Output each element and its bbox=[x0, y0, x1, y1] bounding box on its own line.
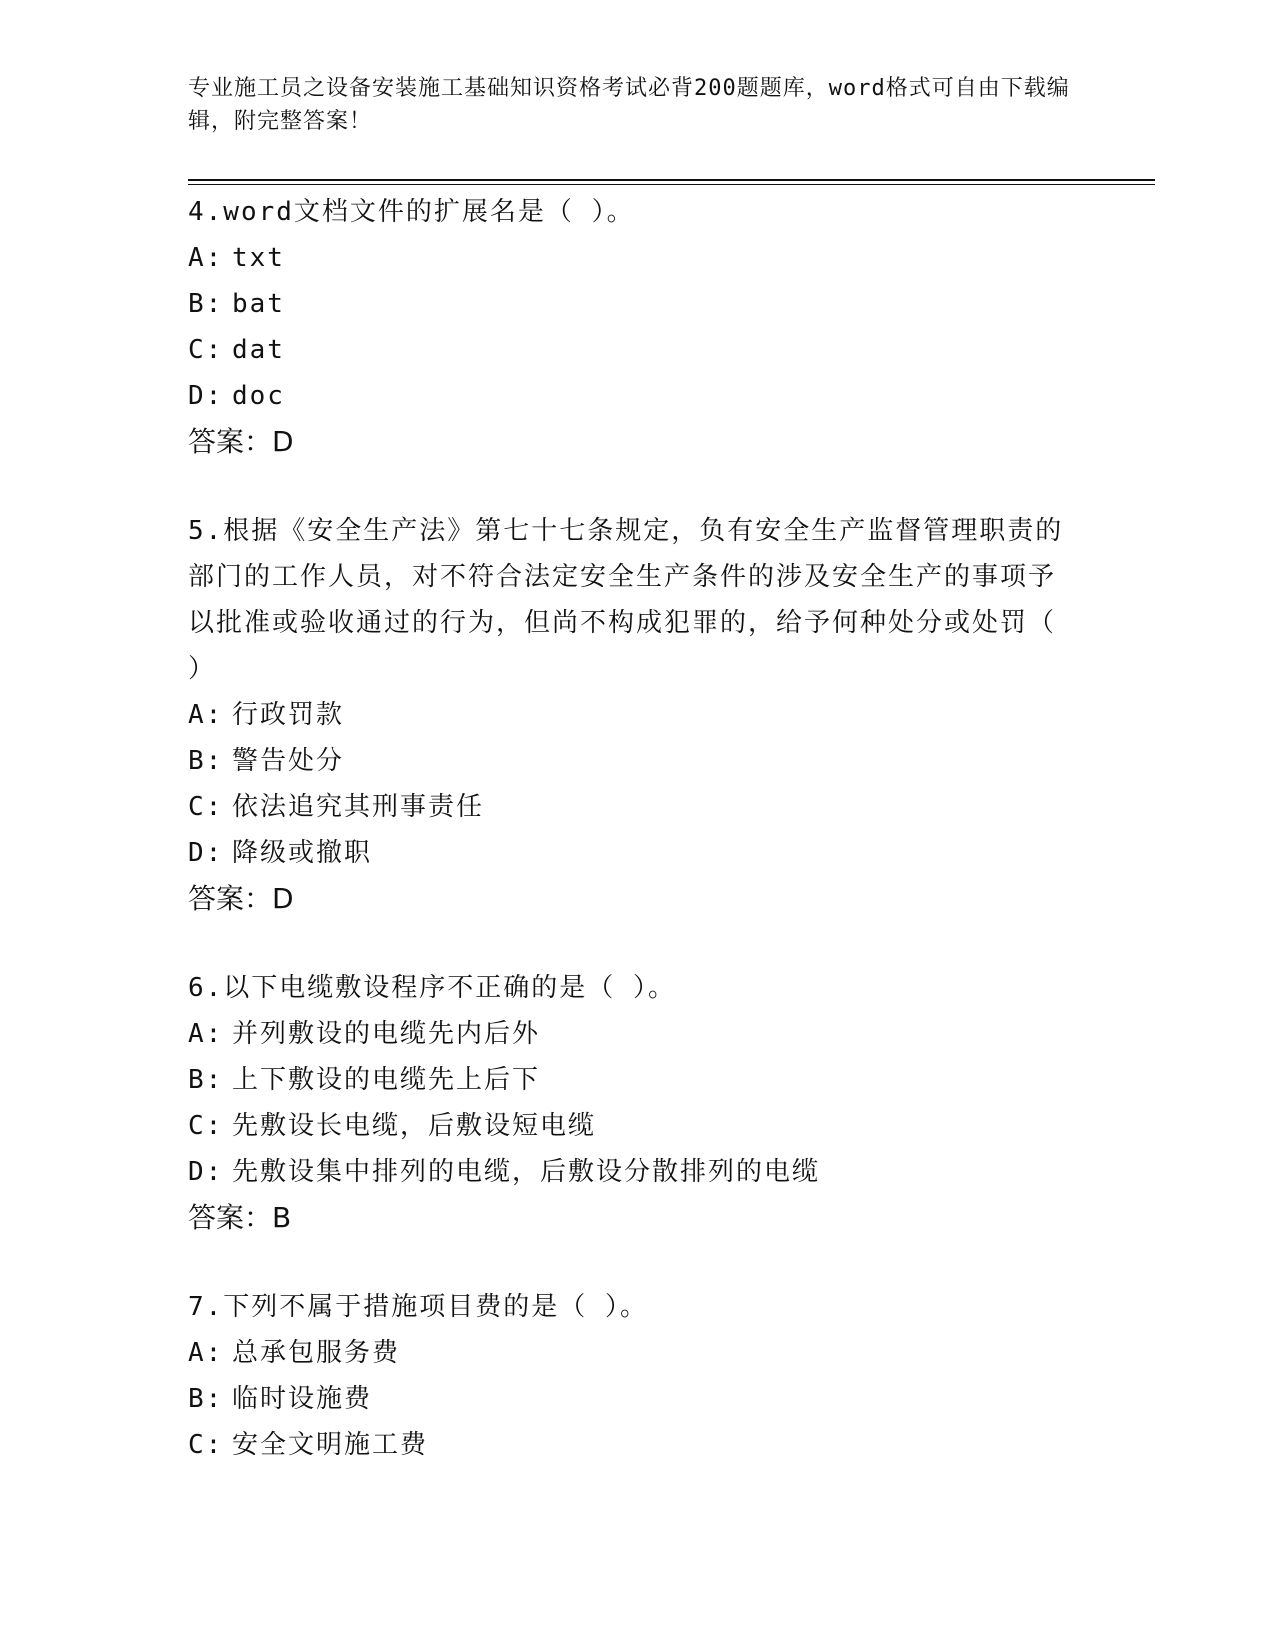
option-text: 警告处分 bbox=[232, 746, 345, 776]
option-text: 先敷设长电缆，后敷设短电缆 bbox=[232, 1111, 597, 1141]
question-6 bbox=[188, 965, 1068, 1241]
option-letter: D: bbox=[188, 1157, 224, 1187]
option-letter: A: bbox=[188, 243, 224, 273]
option-text: 降级或撤职 bbox=[232, 838, 373, 868]
option-text: txt bbox=[232, 243, 285, 273]
answer-line: 答案：D bbox=[188, 425, 294, 458]
header-rule-thick bbox=[188, 179, 1155, 181]
option-a bbox=[188, 235, 1068, 281]
option-b bbox=[188, 1376, 1068, 1422]
option-text: 先敷设集中排列的电缆，后敷设分散排列的电缆 bbox=[232, 1157, 821, 1187]
option-text: 依法追究其刑事责任 bbox=[232, 792, 485, 822]
option-letter: B: bbox=[188, 1065, 224, 1095]
answer-line: 答案：B bbox=[188, 1201, 292, 1234]
option-c bbox=[188, 1103, 1068, 1149]
option-c bbox=[188, 1422, 1068, 1468]
option-b bbox=[188, 1057, 1068, 1103]
option-letter: B: bbox=[188, 1384, 224, 1414]
option-letter: B: bbox=[188, 289, 224, 319]
option-letter: C: bbox=[188, 1111, 224, 1141]
answer-line: 答案：D bbox=[188, 882, 294, 915]
option-d bbox=[188, 1149, 1068, 1195]
option-letter: C: bbox=[188, 335, 224, 365]
option-letter: D: bbox=[188, 381, 224, 411]
question-text: 5.根据《安全生产法》第七十七条规定，负有安全生产监督管理职责的部门的工作人员，对不符合法定安全生产条件的涉及安全生产的事项予以批准或验收通过的行为，但尚不构成犯罪的，给予何种处分或处罚（ ） bbox=[188, 516, 1064, 684]
option-text: 总承包服务费 bbox=[232, 1338, 401, 1368]
header-rule-thin bbox=[188, 184, 1155, 185]
question-7 bbox=[188, 1284, 1068, 1468]
question-text: 7.下列不属于措施项目费的是（ ）。 bbox=[188, 1292, 648, 1322]
option-letter: D: bbox=[188, 838, 224, 868]
question-4 bbox=[188, 189, 1068, 465]
option-letter: B: bbox=[188, 746, 224, 776]
option-d bbox=[188, 373, 1068, 419]
option-text: 上下敷设的电缆先上后下 bbox=[232, 1065, 541, 1095]
option-letter: C: bbox=[188, 792, 224, 822]
question-5 bbox=[188, 508, 1068, 922]
document-header: 专业施工员之设备安装施工基础知识资格考试必背200题题库，word格式可自由下载编辑，附完整答案！ bbox=[188, 76, 1070, 134]
option-text: 临时设施费 bbox=[232, 1384, 373, 1414]
question-text: 6.以下电缆敷设程序不正确的是（ ）。 bbox=[188, 973, 676, 1003]
option-text: 安全文明施工费 bbox=[232, 1430, 429, 1460]
option-text: bat bbox=[232, 289, 285, 319]
option-text: 行政罚款 bbox=[232, 700, 345, 730]
option-text: 并列敷设的电缆先内后外 bbox=[232, 1019, 541, 1049]
option-letter: A: bbox=[188, 1019, 224, 1049]
option-letter: A: bbox=[188, 1338, 224, 1368]
option-text: dat bbox=[232, 335, 285, 365]
question-text: 4.word文档文件的扩展名是（ ）。 bbox=[188, 197, 635, 227]
option-letter: A: bbox=[188, 700, 224, 730]
option-letter: C: bbox=[188, 1430, 224, 1460]
option-b bbox=[188, 738, 1068, 784]
option-text: doc bbox=[232, 381, 285, 411]
option-a bbox=[188, 692, 1068, 738]
option-d bbox=[188, 830, 1068, 876]
option-a bbox=[188, 1330, 1068, 1376]
option-c bbox=[188, 327, 1068, 373]
option-b bbox=[188, 281, 1068, 327]
option-a bbox=[188, 1011, 1068, 1057]
question-list bbox=[188, 189, 1068, 1468]
option-c bbox=[188, 784, 1068, 830]
